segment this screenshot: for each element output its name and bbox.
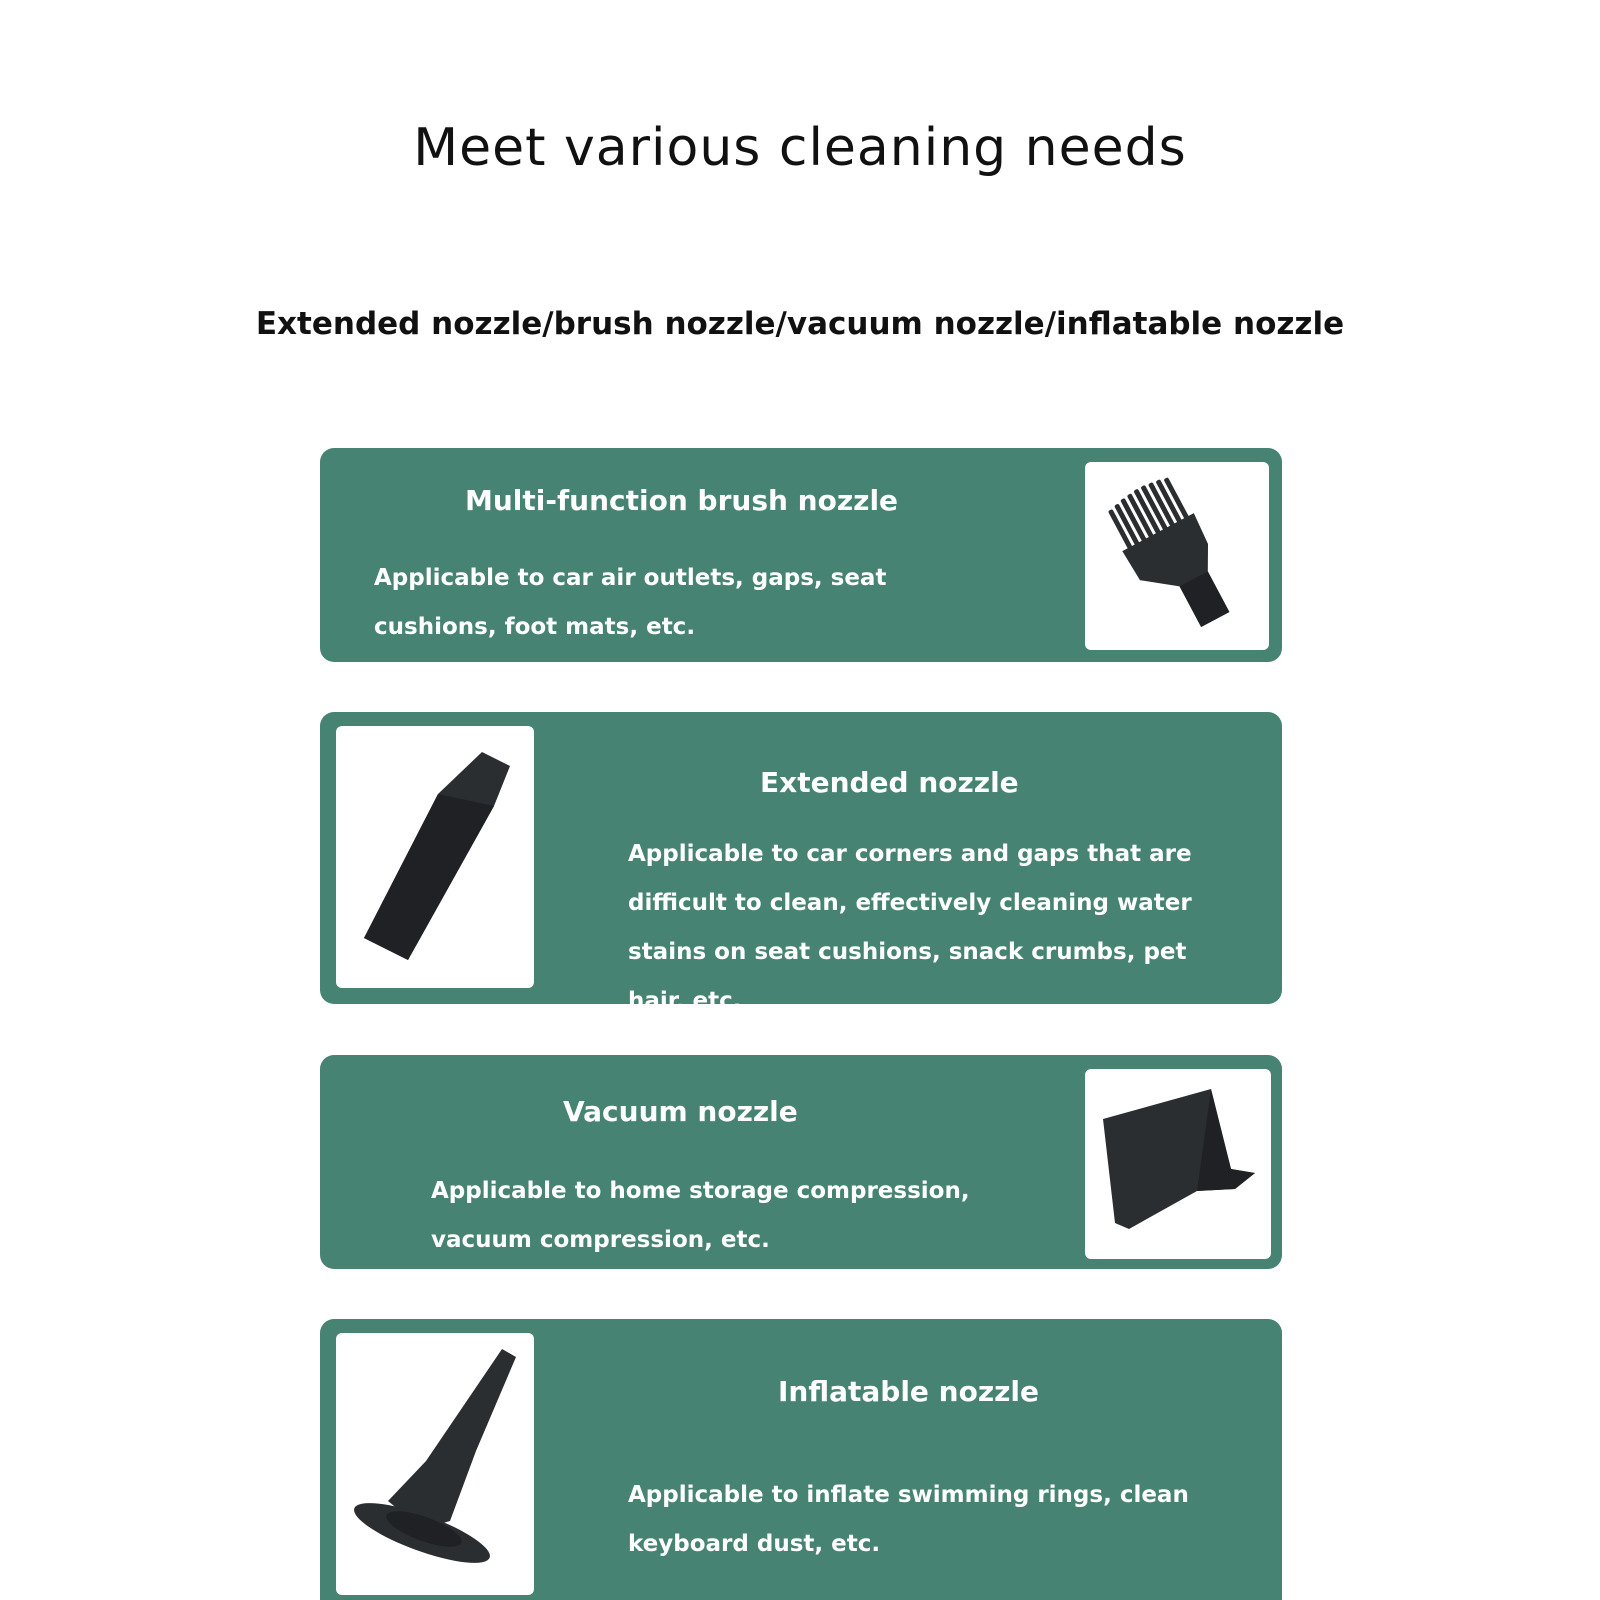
inflatable-nozzle-icon xyxy=(336,1333,534,1595)
vacuum-nozzle-icon xyxy=(1085,1069,1271,1259)
nozzle-card-description: Applicable to car corners and gaps that are difficult to clean, effectively cleaning water stains on seat cushions, snack crumbs, pet hair, etc. xyxy=(628,841,1192,1014)
nozzle-card-image xyxy=(336,726,534,988)
nozzle-card-title: Multi-function brush nozzle xyxy=(465,484,899,517)
nozzle-card-inflatable xyxy=(320,1319,1282,1600)
nozzle-card-description: Applicable to inflate swimming rings, clean keyboard dust, etc. xyxy=(628,1482,1189,1557)
nozzle-card-title: Vacuum nozzle xyxy=(563,1095,798,1128)
nozzle-card-image xyxy=(1085,1069,1271,1259)
nozzle-card-image xyxy=(1085,462,1269,650)
nozzle-card-title: Inflatable nozzle xyxy=(778,1375,1040,1408)
page-subtitle: Extended nozzle/brush nozzle/vacuum nozzle/inflatable nozzle xyxy=(255,306,1345,342)
nozzle-card-extended xyxy=(320,712,1282,1014)
nozzle-card-description: Applicable to home storage compression, vacuum compression, etc. xyxy=(431,1178,970,1253)
nozzle-card-image xyxy=(336,1333,534,1595)
nozzle-card-description: Applicable to car air outlets, gaps, seat cushions, foot mats, etc. xyxy=(374,565,887,640)
extended-nozzle-icon xyxy=(336,726,534,988)
page-title: Meet various cleaning needs xyxy=(413,118,1187,178)
brush-nozzle-icon xyxy=(1085,462,1269,650)
nozzle-card-vacuum xyxy=(320,1055,1282,1269)
nozzle-card-brush xyxy=(320,448,1282,662)
nozzle-card-title: Extended nozzle xyxy=(760,766,1019,799)
